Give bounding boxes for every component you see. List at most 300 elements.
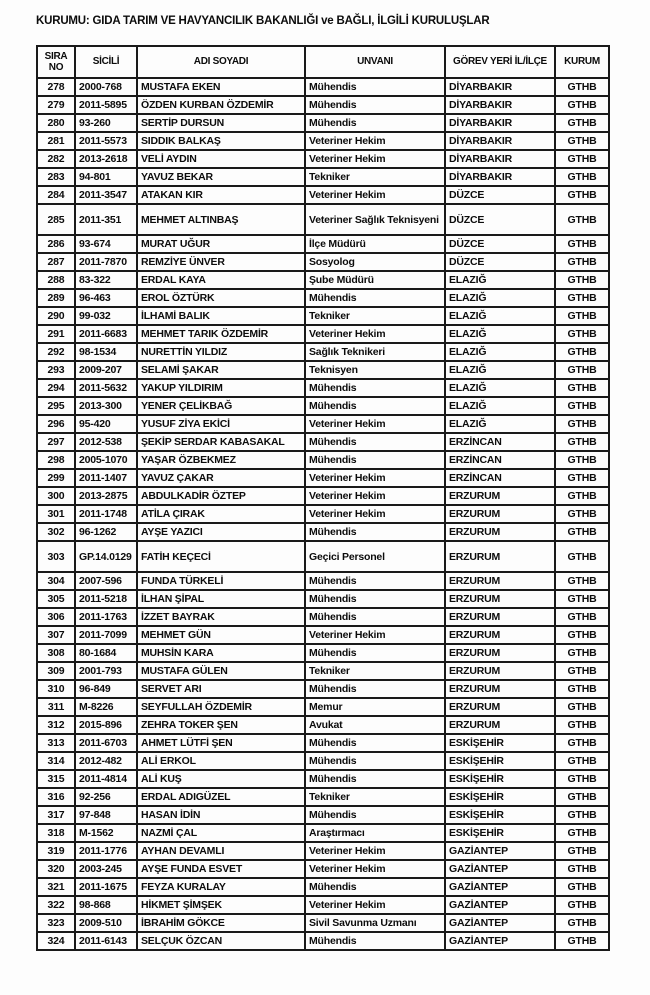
sira-no-cell: 304 bbox=[37, 572, 75, 590]
name-cell: VELİ AYDIN bbox=[137, 150, 305, 168]
sicil-cell: 98-868 bbox=[75, 896, 137, 914]
name-cell: SERVET ARI bbox=[137, 680, 305, 698]
name-cell: İLHAMİ BALIK bbox=[137, 307, 305, 325]
table-row bbox=[37, 626, 609, 644]
location-cell: GAZİANTEP bbox=[445, 878, 555, 896]
table-row bbox=[37, 235, 609, 253]
title-cell: Mühendis bbox=[305, 608, 445, 626]
location-cell: ELAZIĞ bbox=[445, 397, 555, 415]
sicil-cell: 96-849 bbox=[75, 680, 137, 698]
institution-cell: GTHB bbox=[555, 716, 609, 734]
sicil-cell: 2011-6143 bbox=[75, 932, 137, 950]
table-row bbox=[37, 608, 609, 626]
sira-no-cell: 316 bbox=[37, 788, 75, 806]
sicil-cell: 2011-7099 bbox=[75, 626, 137, 644]
sicil-cell: 2011-1748 bbox=[75, 505, 137, 523]
sicil-cell: 2009-207 bbox=[75, 361, 137, 379]
sira-no-cell: 308 bbox=[37, 644, 75, 662]
location-cell: ERZURUM bbox=[445, 505, 555, 523]
institution-cell: GTHB bbox=[555, 523, 609, 541]
institution-cell: GTHB bbox=[555, 878, 609, 896]
table-row bbox=[37, 433, 609, 451]
institution-cell: GTHB bbox=[555, 752, 609, 770]
location-cell: DÜZCE bbox=[445, 253, 555, 271]
location-cell: ELAZIĞ bbox=[445, 289, 555, 307]
location-cell: ELAZIĞ bbox=[445, 271, 555, 289]
title-cell: Avukat bbox=[305, 716, 445, 734]
title-cell: Mühendis bbox=[305, 878, 445, 896]
sicil-cell: M-1562 bbox=[75, 824, 137, 842]
location-cell: ERZURUM bbox=[445, 680, 555, 698]
personnel-table-body bbox=[37, 78, 609, 950]
column-header-unvani: UNVANI bbox=[305, 46, 445, 78]
name-cell: MEHMET GÜN bbox=[137, 626, 305, 644]
sicil-cell: 2000-768 bbox=[75, 78, 137, 96]
sira-no-cell: 290 bbox=[37, 307, 75, 325]
location-cell: ERZURUM bbox=[445, 487, 555, 505]
title-cell: Mühendis bbox=[305, 770, 445, 788]
name-cell: ÖZDEN KURBAN ÖZDEMİR bbox=[137, 96, 305, 114]
location-cell: DÜZCE bbox=[445, 204, 555, 235]
sira-no-cell: 306 bbox=[37, 608, 75, 626]
sicil-cell: 2013-2618 bbox=[75, 150, 137, 168]
location-cell: ERZURUM bbox=[445, 626, 555, 644]
title-cell: Mühendis bbox=[305, 289, 445, 307]
name-cell: YAŞAR ÖZBEKMEZ bbox=[137, 451, 305, 469]
title-cell: Veteriner Sağlık Teknisyeni bbox=[305, 204, 445, 235]
header-row bbox=[37, 46, 609, 78]
institution-cell: GTHB bbox=[555, 914, 609, 932]
sicil-cell: 2009-510 bbox=[75, 914, 137, 932]
title-cell: Veteriner Hekim bbox=[305, 896, 445, 914]
sira-no-cell: 305 bbox=[37, 590, 75, 608]
table-row bbox=[37, 307, 609, 325]
title-cell: Tekniker bbox=[305, 168, 445, 186]
table-row bbox=[37, 662, 609, 680]
location-cell: ERZİNCAN bbox=[445, 451, 555, 469]
sicil-cell: 2011-4814 bbox=[75, 770, 137, 788]
title-cell: Veteriner Hekim bbox=[305, 860, 445, 878]
sira-no-cell: 282 bbox=[37, 150, 75, 168]
name-cell: İZZET BAYRAK bbox=[137, 608, 305, 626]
sira-no-cell: 324 bbox=[37, 932, 75, 950]
title-cell: Mühendis bbox=[305, 932, 445, 950]
institution-cell: GTHB bbox=[555, 469, 609, 487]
title-cell: Mühendis bbox=[305, 523, 445, 541]
sicil-cell: 80-1684 bbox=[75, 644, 137, 662]
location-cell: ELAZIĞ bbox=[445, 379, 555, 397]
name-cell: SELAMİ ŞAKAR bbox=[137, 361, 305, 379]
name-cell: ERDAL ADIGÜZEL bbox=[137, 788, 305, 806]
title-cell: Mühendis bbox=[305, 572, 445, 590]
sicil-cell: 99-032 bbox=[75, 307, 137, 325]
institution-cell: GTHB bbox=[555, 572, 609, 590]
table-row bbox=[37, 469, 609, 487]
sira-no-cell: 318 bbox=[37, 824, 75, 842]
table-row bbox=[37, 505, 609, 523]
name-cell: FUNDA TÜRKELİ bbox=[137, 572, 305, 590]
institution-cell: GTHB bbox=[555, 541, 609, 572]
institution-cell: GTHB bbox=[555, 343, 609, 361]
table-row bbox=[37, 343, 609, 361]
name-cell: HİKMET ŞİMŞEK bbox=[137, 896, 305, 914]
location-cell: GAZİANTEP bbox=[445, 860, 555, 878]
sira-no-cell: 289 bbox=[37, 289, 75, 307]
sicil-cell: 2011-5573 bbox=[75, 132, 137, 150]
sira-no-cell: 295 bbox=[37, 397, 75, 415]
title-cell: Mühendis bbox=[305, 96, 445, 114]
sira-no-cell: 293 bbox=[37, 361, 75, 379]
sira-no-cell: 315 bbox=[37, 770, 75, 788]
title-cell: Sivil Savunma Uzmanı bbox=[305, 914, 445, 932]
sicil-cell: 2003-245 bbox=[75, 860, 137, 878]
location-cell: DİYARBAKIR bbox=[445, 96, 555, 114]
title-cell: Memur bbox=[305, 698, 445, 716]
sicil-cell: 92-256 bbox=[75, 788, 137, 806]
sira-no-cell: 317 bbox=[37, 806, 75, 824]
title-cell: Veteriner Hekim bbox=[305, 325, 445, 343]
table-row bbox=[37, 590, 609, 608]
sicil-cell: 2013-300 bbox=[75, 397, 137, 415]
table-row bbox=[37, 824, 609, 842]
table-row bbox=[37, 842, 609, 860]
sira-no-cell: 278 bbox=[37, 78, 75, 96]
institution-cell: GTHB bbox=[555, 487, 609, 505]
sira-no-cell: 303 bbox=[37, 541, 75, 572]
sira-no-cell: 280 bbox=[37, 114, 75, 132]
sicil-cell: 94-801 bbox=[75, 168, 137, 186]
table-row bbox=[37, 752, 609, 770]
name-cell: YUSUF ZİYA EKİCİ bbox=[137, 415, 305, 433]
institution-cell: GTHB bbox=[555, 824, 609, 842]
institution-cell: GTHB bbox=[555, 451, 609, 469]
table-row bbox=[37, 132, 609, 150]
institution-cell: GTHB bbox=[555, 734, 609, 752]
sicil-cell: 2012-538 bbox=[75, 433, 137, 451]
column-header-sicili: SİCİLİ bbox=[75, 46, 137, 78]
sicil-cell: 2012-482 bbox=[75, 752, 137, 770]
table-row bbox=[37, 806, 609, 824]
location-cell: GAZİANTEP bbox=[445, 914, 555, 932]
table-row bbox=[37, 644, 609, 662]
sira-no-cell: 323 bbox=[37, 914, 75, 932]
name-cell: ABDULKADİR ÖZTEP bbox=[137, 487, 305, 505]
name-cell: YAVUZ BEKAR bbox=[137, 168, 305, 186]
name-cell: ALİ ERKOL bbox=[137, 752, 305, 770]
name-cell: MUSTAFA EKEN bbox=[137, 78, 305, 96]
table-row bbox=[37, 415, 609, 433]
name-cell: ŞEKİP SERDAR KABASAKAL bbox=[137, 433, 305, 451]
sicil-cell: 2011-3547 bbox=[75, 186, 137, 204]
institution-cell: GTHB bbox=[555, 644, 609, 662]
location-cell: ELAZIĞ bbox=[445, 325, 555, 343]
title-cell: Sağlık Teknikeri bbox=[305, 343, 445, 361]
name-cell: ATİLA ÇIRAK bbox=[137, 505, 305, 523]
sicil-cell: 2011-5632 bbox=[75, 379, 137, 397]
title-cell: Mühendis bbox=[305, 114, 445, 132]
sira-no-cell: 314 bbox=[37, 752, 75, 770]
table-row bbox=[37, 361, 609, 379]
location-cell: ERZURUM bbox=[445, 541, 555, 572]
sicil-cell: 2011-1776 bbox=[75, 842, 137, 860]
sicil-cell: 2001-793 bbox=[75, 662, 137, 680]
institution-cell: GTHB bbox=[555, 253, 609, 271]
table-row bbox=[37, 878, 609, 896]
location-cell: ERZİNCAN bbox=[445, 469, 555, 487]
sira-no-cell: 285 bbox=[37, 204, 75, 235]
title-cell: Veteriner Hekim bbox=[305, 186, 445, 204]
title-cell: Mühendis bbox=[305, 644, 445, 662]
sira-no-cell: 294 bbox=[37, 379, 75, 397]
table-row bbox=[37, 914, 609, 932]
location-cell: ESKİŞEHİR bbox=[445, 788, 555, 806]
table-row bbox=[37, 271, 609, 289]
institution-cell: GTHB bbox=[555, 132, 609, 150]
table-row bbox=[37, 734, 609, 752]
table-row bbox=[37, 541, 609, 572]
institution-cell: GTHB bbox=[555, 235, 609, 253]
title-cell: İlçe Müdürü bbox=[305, 235, 445, 253]
table-row bbox=[37, 788, 609, 806]
sicil-cell: 96-463 bbox=[75, 289, 137, 307]
institution-cell: GTHB bbox=[555, 150, 609, 168]
column-header-kurum: KURUM bbox=[555, 46, 609, 78]
table-row bbox=[37, 114, 609, 132]
sicil-cell: 2011-6703 bbox=[75, 734, 137, 752]
institution-cell: GTHB bbox=[555, 860, 609, 878]
location-cell: DÜZCE bbox=[445, 235, 555, 253]
name-cell: AYŞE FUNDA ESVET bbox=[137, 860, 305, 878]
table-row bbox=[37, 253, 609, 271]
name-cell: SEYFULLAH ÖZDEMİR bbox=[137, 698, 305, 716]
institution-cell: GTHB bbox=[555, 680, 609, 698]
title-cell: Veteriner Hekim bbox=[305, 626, 445, 644]
table-row bbox=[37, 860, 609, 878]
location-cell: ELAZIĞ bbox=[445, 361, 555, 379]
location-cell: DİYARBAKIR bbox=[445, 114, 555, 132]
sira-no-cell: 287 bbox=[37, 253, 75, 271]
location-cell: ESKİŞEHİR bbox=[445, 770, 555, 788]
sira-no-cell: 320 bbox=[37, 860, 75, 878]
name-cell: MEHMET ALTINBAŞ bbox=[137, 204, 305, 235]
title-cell: Mühendis bbox=[305, 451, 445, 469]
table-row bbox=[37, 78, 609, 96]
name-cell: İLHAN ŞİPAL bbox=[137, 590, 305, 608]
location-cell: ERZURUM bbox=[445, 698, 555, 716]
table-row bbox=[37, 186, 609, 204]
location-cell: ELAZIĞ bbox=[445, 307, 555, 325]
title-cell: Veteriner Hekim bbox=[305, 150, 445, 168]
name-cell: İBRAHİM GÖKCE bbox=[137, 914, 305, 932]
title-cell: Geçici Personel bbox=[305, 541, 445, 572]
name-cell: AYŞE YAZICI bbox=[137, 523, 305, 541]
sira-no-cell: 291 bbox=[37, 325, 75, 343]
name-cell: SERTİP DURSUN bbox=[137, 114, 305, 132]
title-cell: Mühendis bbox=[305, 806, 445, 824]
location-cell: DİYARBAKIR bbox=[445, 132, 555, 150]
sira-no-cell: 301 bbox=[37, 505, 75, 523]
sira-no-cell: 311 bbox=[37, 698, 75, 716]
name-cell: REMZİYE ÜNVER bbox=[137, 253, 305, 271]
column-header-gorev-yeri: GÖREV YERİ İL/İLÇE bbox=[445, 46, 555, 78]
location-cell: ERZURUM bbox=[445, 572, 555, 590]
table-row bbox=[37, 397, 609, 415]
title-cell: Sosyolog bbox=[305, 253, 445, 271]
institution-cell: GTHB bbox=[555, 415, 609, 433]
location-cell: DİYARBAKIR bbox=[445, 168, 555, 186]
location-cell: ERZURUM bbox=[445, 608, 555, 626]
sira-no-cell: 312 bbox=[37, 716, 75, 734]
sira-no-cell: 292 bbox=[37, 343, 75, 361]
sira-no-cell: 307 bbox=[37, 626, 75, 644]
location-cell: ERZİNCAN bbox=[445, 433, 555, 451]
location-cell: ERZURUM bbox=[445, 644, 555, 662]
sicil-cell: M-8226 bbox=[75, 698, 137, 716]
title-cell: Araştırmacı bbox=[305, 824, 445, 842]
document-title: KURUMU: GIDA TARIM VE HAVYANCILIK BAKANLIĞI ve BAĞLI, İLGİLİ KURULUŞLAR bbox=[36, 15, 490, 27]
table-row bbox=[37, 680, 609, 698]
name-cell: MEHMET TARIK ÖZDEMİR bbox=[137, 325, 305, 343]
sicil-cell: 97-848 bbox=[75, 806, 137, 824]
sicil-cell: 95-420 bbox=[75, 415, 137, 433]
name-cell: ZEHRA TOKER ŞEN bbox=[137, 716, 305, 734]
institution-cell: GTHB bbox=[555, 590, 609, 608]
sira-no-cell: 309 bbox=[37, 662, 75, 680]
title-cell: Veteriner Hekim bbox=[305, 487, 445, 505]
institution-cell: GTHB bbox=[555, 505, 609, 523]
location-cell: ERZURUM bbox=[445, 523, 555, 541]
sira-no-cell: 281 bbox=[37, 132, 75, 150]
table-row bbox=[37, 379, 609, 397]
sira-no-cell: 284 bbox=[37, 186, 75, 204]
name-cell: SIDDIK BALKAŞ bbox=[137, 132, 305, 150]
name-cell: ALİ KUŞ bbox=[137, 770, 305, 788]
institution-cell: GTHB bbox=[555, 289, 609, 307]
title-cell: Mühendis bbox=[305, 397, 445, 415]
title-cell: Tekniker bbox=[305, 307, 445, 325]
institution-cell: GTHB bbox=[555, 626, 609, 644]
name-cell: ATAKAN KIR bbox=[137, 186, 305, 204]
table-row bbox=[37, 572, 609, 590]
sira-no-cell: 298 bbox=[37, 451, 75, 469]
personnel-table bbox=[36, 45, 610, 951]
location-cell: GAZİANTEP bbox=[445, 896, 555, 914]
name-cell: ERDAL KAYA bbox=[137, 271, 305, 289]
name-cell: YAVUZ ÇAKAR bbox=[137, 469, 305, 487]
location-cell: ERZURUM bbox=[445, 590, 555, 608]
title-cell: Veteriner Hekim bbox=[305, 415, 445, 433]
name-cell: AHMET LÜTFİ ŞEN bbox=[137, 734, 305, 752]
column-header-adi-soyadi: ADI SOYADI bbox=[137, 46, 305, 78]
title-cell: Mühendis bbox=[305, 433, 445, 451]
institution-cell: GTHB bbox=[555, 842, 609, 860]
institution-cell: GTHB bbox=[555, 806, 609, 824]
sira-no-cell: 310 bbox=[37, 680, 75, 698]
column-header-sira-no: SIRA NO bbox=[37, 46, 75, 78]
institution-cell: GTHB bbox=[555, 307, 609, 325]
title-cell: Mühendis bbox=[305, 379, 445, 397]
title-cell: Tekniker bbox=[305, 662, 445, 680]
title-cell: Şube Müdürü bbox=[305, 271, 445, 289]
institution-cell: GTHB bbox=[555, 186, 609, 204]
sicil-cell: 96-1262 bbox=[75, 523, 137, 541]
location-cell: DİYARBAKIR bbox=[445, 150, 555, 168]
institution-cell: GTHB bbox=[555, 433, 609, 451]
sicil-cell: 83-322 bbox=[75, 271, 137, 289]
institution-cell: GTHB bbox=[555, 325, 609, 343]
location-cell: DÜZCE bbox=[445, 186, 555, 204]
name-cell: YAKUP YILDIRIM bbox=[137, 379, 305, 397]
institution-cell: GTHB bbox=[555, 379, 609, 397]
location-cell: DİYARBAKIR bbox=[445, 78, 555, 96]
sira-no-cell: 283 bbox=[37, 168, 75, 186]
institution-cell: GTHB bbox=[555, 932, 609, 950]
title-cell: Veteriner Hekim bbox=[305, 469, 445, 487]
table-row bbox=[37, 150, 609, 168]
sicil-cell: 2007-596 bbox=[75, 572, 137, 590]
sira-no-cell: 319 bbox=[37, 842, 75, 860]
sira-no-cell: 296 bbox=[37, 415, 75, 433]
sicil-cell: 2015-896 bbox=[75, 716, 137, 734]
title-cell: Mühendis bbox=[305, 734, 445, 752]
title-cell: Veteriner Hekim bbox=[305, 132, 445, 150]
name-cell: MUSTAFA GÜLEN bbox=[137, 662, 305, 680]
institution-cell: GTHB bbox=[555, 698, 609, 716]
name-cell: SELÇUK ÖZCAN bbox=[137, 932, 305, 950]
institution-cell: GTHB bbox=[555, 204, 609, 235]
title-cell: Veteriner Hekim bbox=[305, 842, 445, 860]
name-cell: NAZMİ ÇAL bbox=[137, 824, 305, 842]
sicil-cell: 2011-1763 bbox=[75, 608, 137, 626]
sira-no-cell: 288 bbox=[37, 271, 75, 289]
table-row bbox=[37, 698, 609, 716]
title-cell: Mühendis bbox=[305, 752, 445, 770]
institution-cell: GTHB bbox=[555, 770, 609, 788]
sira-no-cell: 297 bbox=[37, 433, 75, 451]
table-row bbox=[37, 96, 609, 114]
name-cell: EROL ÖZTÜRK bbox=[137, 289, 305, 307]
location-cell: ELAZIĞ bbox=[445, 343, 555, 361]
institution-cell: GTHB bbox=[555, 361, 609, 379]
institution-cell: GTHB bbox=[555, 896, 609, 914]
title-cell: Teknisyen bbox=[305, 361, 445, 379]
name-cell: MUHSİN KARA bbox=[137, 644, 305, 662]
name-cell: YENER ÇELİKBAĞ bbox=[137, 397, 305, 415]
sicil-cell: 2011-5895 bbox=[75, 96, 137, 114]
title-cell: Mühendis bbox=[305, 590, 445, 608]
sicil-cell: 2013-2875 bbox=[75, 487, 137, 505]
sicil-cell: 2011-351 bbox=[75, 204, 137, 235]
sicil-cell: 98-1534 bbox=[75, 343, 137, 361]
sicil-cell: 2011-7870 bbox=[75, 253, 137, 271]
table-row bbox=[37, 770, 609, 788]
title-cell: Mühendis bbox=[305, 78, 445, 96]
location-cell: GAZİANTEP bbox=[445, 932, 555, 950]
sira-no-cell: 279 bbox=[37, 96, 75, 114]
name-cell: AYHAN DEVAMLI bbox=[137, 842, 305, 860]
institution-cell: GTHB bbox=[555, 96, 609, 114]
location-cell: GAZİANTEP bbox=[445, 842, 555, 860]
table-row bbox=[37, 523, 609, 541]
location-cell: ESKİŞEHİR bbox=[445, 806, 555, 824]
sicil-cell: 2011-6683 bbox=[75, 325, 137, 343]
institution-cell: GTHB bbox=[555, 788, 609, 806]
sira-no-cell: 321 bbox=[37, 878, 75, 896]
sira-no-cell: 313 bbox=[37, 734, 75, 752]
sira-no-cell: 302 bbox=[37, 523, 75, 541]
name-cell: NURETTİN YILDIZ bbox=[137, 343, 305, 361]
location-cell: ERZURUM bbox=[445, 716, 555, 734]
